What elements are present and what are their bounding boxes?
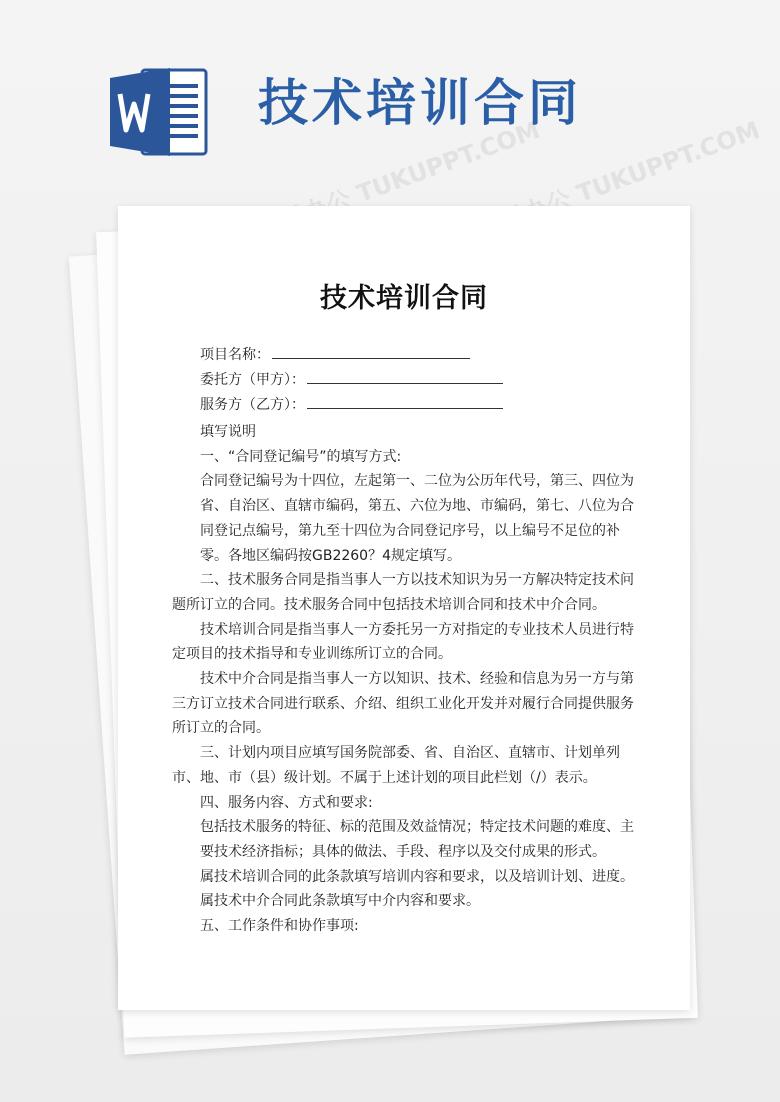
paragraph: 属技术中介合同此条款填写中介内容和要求。 [200, 893, 480, 910]
paragraph: 合同登记编号为十四位，左起第一、二位为公历年代号，第三、四位为省、自治区、直辖市编码，第五、六位为地、市编码，第七、八位为合同登记点编号，第九至十四位为合同登记序号，以上编号不足位的补零。各地区编码按GB2260？4规定填写。 [200, 473, 634, 564]
header-title: 技术培训合同 [258, 74, 582, 132]
field-project-name [200, 344, 470, 365]
fill-in-blank [307, 394, 503, 409]
field-label: 项目名称： [200, 347, 270, 363]
field-client-party-a [200, 369, 503, 390]
paragraph: 一、“合同登记编号”的填写方式: [200, 448, 402, 465]
paragraph: 属技术培训合同的此条款填写培训内容和要求，以及培训计划、进度。 [200, 868, 634, 885]
document-body [172, 420, 640, 939]
fill-in-blank [307, 369, 503, 384]
paragraph: 五、工作条件和协作事项: [200, 918, 359, 935]
paragraph: 包括技术服务的特征、标的范围及效益情况；特定技术问题的难度、主要技术经济指标；具体的做法、手段、程序以及交付成果的形式。 [200, 819, 634, 860]
document-title: 技术培训合同 [320, 283, 488, 314]
paragraph: 三、计划内项目应填写国务院部委、省、自治区、直辖市、计划单列市、地、市（县）级计划。不属于上述计划的项目此栏划（/）表示。 [172, 745, 620, 786]
field-label: 服务方（乙方）： [200, 397, 305, 413]
paragraph: 二、技术服务合同是指当事人一方以技术知识为另一方解决特定技术问题所订立的合同。技术服务合同中包括技术培训合同和技术中介合同。 [172, 572, 634, 613]
fill-in-blank [272, 344, 470, 359]
paragraph: 四、服务内容、方式和要求: [200, 794, 373, 811]
paragraph: 填写说明 [200, 424, 256, 440]
document-page [118, 206, 690, 1010]
paragraph: 技术中介合同是指当事人一方以知识、技术、经验和信息为另一方与第三方订立技术合同进行联系、介绍、组织工业化开发并对履行合同提供服务所订立的合同。 [172, 671, 634, 737]
paragraph: 技术培训合同是指当事人一方委托另一方对指定的专业技术人员进行特定项目的技术指导和专业训练所订立的合同。 [172, 621, 634, 663]
field-provider-party-b [200, 394, 503, 415]
field-label: 委托方（甲方）： [200, 372, 305, 388]
word-document-icon [108, 66, 210, 158]
